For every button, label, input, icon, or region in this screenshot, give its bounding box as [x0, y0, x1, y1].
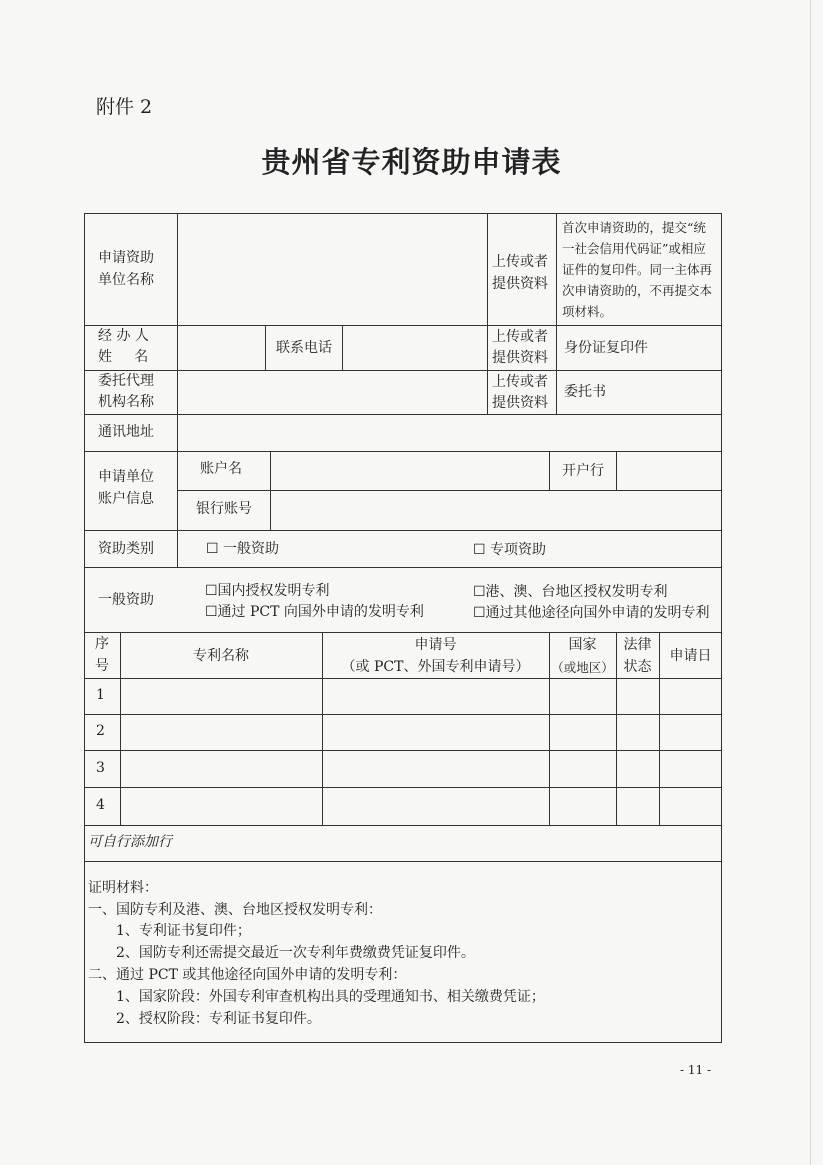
add-rows-note: 可自行添加行 — [88, 834, 172, 850]
account-number-label: 银行账号 — [196, 501, 252, 517]
proof-line-3: 2、国防专利还需提交最近一次专利年费缴费凭证复印件。 — [116, 945, 475, 961]
upload-label-3b: 提供资料 — [492, 395, 548, 411]
header-legal-2: 状态 — [623, 659, 652, 675]
header-country-2: （或地区） — [551, 660, 614, 675]
upload-note-1: 首次申请资助的，提交“统 — [562, 220, 706, 235]
upload-label-1b: 提供资料 — [492, 276, 548, 292]
handler-material: 身份证复印件 — [564, 340, 648, 356]
category-general-checkbox[interactable]: ☐ 一般资助 — [206, 541, 280, 557]
account-name-label: 账户名 — [200, 461, 242, 477]
general-domestic-checkbox[interactable]: ☐国内授权发明专利 — [205, 583, 330, 599]
header-legal-1: 法律 — [623, 637, 652, 653]
upload-label-2a: 上传或者 — [492, 329, 548, 345]
upload-note-3: 证件的复印件。同一主体再 — [562, 262, 713, 277]
address-label: 通讯地址 — [98, 424, 154, 440]
handler-label-1: 经 办 人 — [98, 328, 149, 344]
proof-line-5: 1、国家阶段：外国专利审查机构出具的受理通知书、相关缴费凭证； — [116, 989, 545, 1005]
category-special-checkbox[interactable]: ☐ 专项资助 — [473, 542, 547, 558]
header-app-no-1: 申请号 — [414, 637, 457, 653]
general-pct-checkbox[interactable]: ☐通过 PCT 向国外申请的发明专利 — [205, 604, 424, 620]
header-patent-name: 专利名称 — [193, 648, 249, 664]
proof-line-1: 一、国防专利及港、澳、台地区授权发明专利： — [88, 902, 382, 918]
account-label-1: 申请单位 — [98, 469, 154, 485]
general-other-checkbox[interactable]: ☐通过其他途径向国外申请的发明专利 — [473, 605, 710, 621]
proof-line-2: 1、专利证书复印件； — [116, 923, 251, 939]
header-country-1: 国家 — [568, 637, 597, 653]
proof-line-4: 二、通过 PCT 或其他途径向国外申请的发明专利： — [88, 967, 407, 983]
table-row-1-seq: 1 — [96, 687, 105, 703]
header-seq-2: 号 — [95, 658, 109, 674]
upload-label-1a: 上传或者 — [492, 254, 548, 270]
applicant-name-label-2: 单位名称 — [98, 272, 154, 288]
header-date: 申请日 — [669, 648, 712, 664]
category-label: 资助类别 — [98, 541, 154, 557]
page-number: - 11 - — [680, 1063, 712, 1077]
phone-label: 联系电话 — [276, 340, 332, 356]
upload-note-2: 一社会信用代码证”或相应 — [562, 241, 706, 256]
bank-label: 开户行 — [562, 463, 604, 479]
table-row-2-seq: 2 — [96, 723, 105, 739]
upload-note-5: 项材料。 — [562, 304, 613, 319]
general-hkmotw-checkbox[interactable]: ☐港、澳、台地区授权发明专利 — [473, 584, 668, 600]
table-row-4-seq: 4 — [96, 797, 105, 813]
upload-label-2b: 提供资料 — [492, 350, 548, 366]
applicant-name-label-1: 申请资助 — [98, 250, 154, 266]
upload-note-4: 次申请资助的，不再提交本 — [562, 283, 713, 298]
proof-heading: 证明材料： — [88, 880, 158, 896]
header-app-no-2: （或 PCT、外国专利申请号） — [341, 659, 530, 675]
header-seq-1: 序 — [95, 636, 109, 652]
agency-material: 委托书 — [564, 384, 606, 400]
general-label: 一般资助 — [98, 592, 154, 608]
agency-label-2: 机构名称 — [98, 394, 154, 410]
agency-label-1: 委托代理 — [98, 373, 154, 389]
proof-line-6: 2、授权阶段：专利证书复印件。 — [116, 1011, 321, 1027]
table-row-3-seq: 3 — [96, 760, 105, 776]
upload-label-3a: 上传或者 — [492, 374, 548, 390]
account-label-2: 账户信息 — [98, 491, 154, 507]
handler-label-2: 姓 名 — [98, 349, 149, 365]
page-title: 贵州省专利资助申请表 — [261, 145, 562, 179]
attachment-label: 附件 2 — [96, 96, 153, 118]
